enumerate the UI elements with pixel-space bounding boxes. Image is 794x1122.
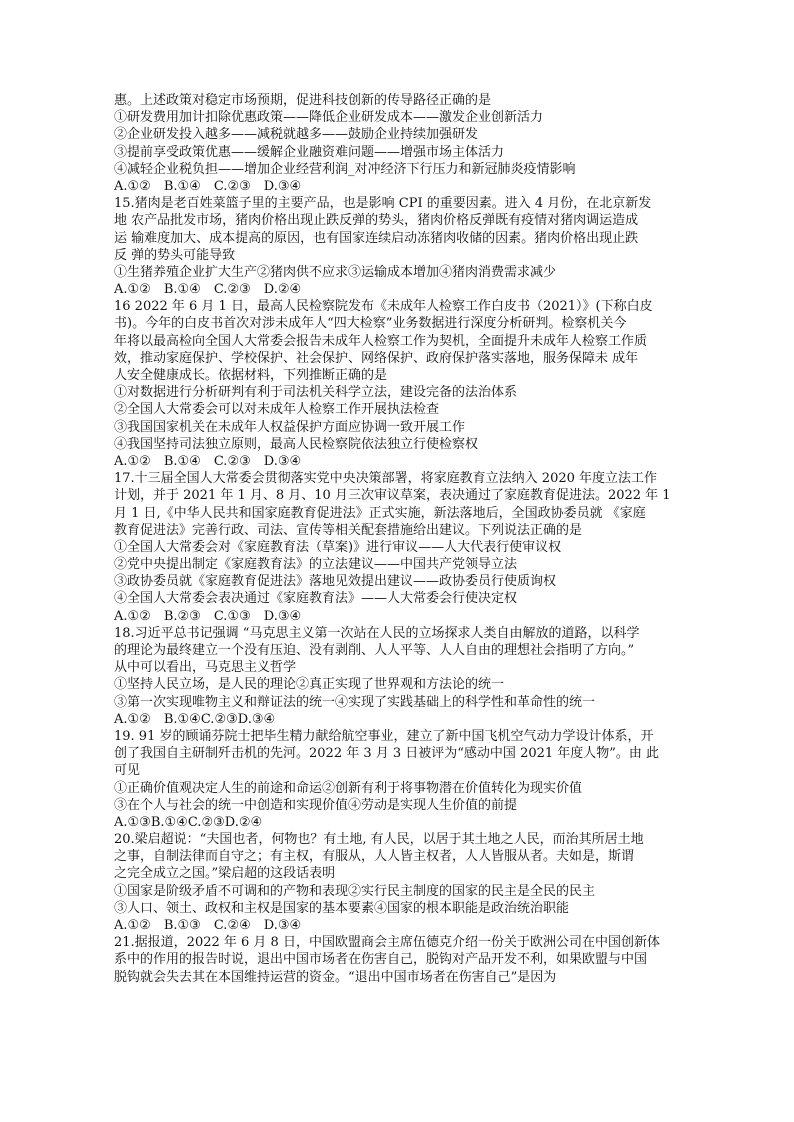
text-line: ②企业研发投入越多——减税就越多——鼓励企业持续加强研发 xyxy=(114,127,479,143)
text-line: ③人口、领土、政权和主权是国家的基本要素④国家的根本职能是政治统治职能 xyxy=(114,900,570,916)
text-line: A.①② B.①③ C.②④ D.③④ xyxy=(114,918,302,933)
text-line: 19. 91 岁的顾诵芬院士把毕生精力献给航空事业，建立了新中国飞机空气动力学设计体系，开 xyxy=(114,728,654,744)
text-line: ③第一次实现唯物主义和辩证法的统一④实现了实践基础上的科学性和革命性的统一 xyxy=(114,694,596,710)
text-line: ①对数据进行分析研判有利于司法机关科学立法，建设完备的法治体系 xyxy=(114,385,518,401)
text-line: A.①② B.①④C.②③D.③④ xyxy=(114,711,276,727)
text-line: ④我国坚持司法独立原则，最高人民检察院依法独立行使检察权 xyxy=(114,436,479,452)
text-line: ①国家是阶级矛盾不可调和的产物和表现②实行民主制度的国家的民主是全民的民主 xyxy=(114,883,596,899)
text-line: 地 农产品批发市场，猪肉价格出现止跌反弹的势头，猪肉价格反弹既有疫情对猪肉调运造成 xyxy=(114,213,639,229)
text-line: 书)。今年的白皮书首次对涉未成年人“四大检察”业务数据进行深度分析研判。检察机关今 xyxy=(114,316,627,332)
text-line: 16 2022 年 6 月 1 日，最高人民检察院发布《未成年人检察工作白皮书（2021）》(下称白皮 xyxy=(114,299,653,315)
text-line: 年将以最高检向全国人大常委会报告未成年人检察工作为契机，全面提升未成年人检察工作质 xyxy=(114,333,648,349)
text-line: ①生猪养殖企业扩大生产②猪肉供不应求③运输成本增加④猪肉消费需求减少 xyxy=(114,264,557,280)
text-line: 系中的作用的报告时说，退出中国市场者在伤害自己，脱钩对产品开发不利，如果欧盟与中国 xyxy=(114,952,648,968)
text-line: ④减轻企业税负担——增加企业经营利润_对冲经济下行压力和新冠肺炎疫情影响 xyxy=(114,161,576,177)
text-line: 15.猪肉是老百姓菜篮子里的主要产品，也是影响 CPI 的重要因素。进入 4 月份，在北京新发 xyxy=(114,196,652,212)
text-line: 效，推动家庭保护、学校保护、社会保护、网络保护、政府保护落实落地，服务保障未 成年 xyxy=(114,350,639,366)
text-line: ①研发费用加计扣除优惠政策——降低企业研发成本——激发企业创新活力 xyxy=(114,110,544,126)
text-line: 惠。上述政策对稳定市场预期，促进科技创新的传导路径正确的是 xyxy=(114,93,492,108)
text-line: A.①② B.①④ C.②③ D.③④ xyxy=(114,453,302,469)
text-line: 18.习近平总书记强调 “马克思主义第一次站在人民的立场探求人类自由解放的道路，以科学 xyxy=(114,625,640,641)
text-line: ④全国人大常委会表决通过《家庭教育法》——人大常委会行使决定权 xyxy=(114,591,518,607)
text-line: 运 输难度加大、成本提高的原因，也有国家连续启动冻猪肉收储的因素。猪肉价格出现止跌 xyxy=(114,230,639,246)
text-line: A.①③B.①④C.②③D.②④ xyxy=(114,814,263,830)
text-line: A.①② B.①④ C.②③ D.③④ xyxy=(114,178,302,194)
text-line: 可见 xyxy=(114,763,141,779)
text-line: A.①② B.②③ C.①③ D.③④ xyxy=(114,608,302,624)
text-line: ③政协委员就《家庭教育促进法》落地见效提出建议——政协委员行使质询权 xyxy=(114,574,557,590)
text-line: ①全国人大常委会对《家庭教育法（草案)》进行审议——人大代表行使审议权 xyxy=(114,539,562,555)
text-line: 的理论为最终建立一个没有压迫、没有剥削、人人平等、人人自由的理想社会指明了方向。” xyxy=(114,643,635,658)
text-line: 创了我国自主研制歼击机的先河。2022 年 3 月 3 日被评为“感动中国 2021 年度人物”。由 此 xyxy=(114,746,660,762)
text-line: A.①② B.①④ C.②③ D.②④ xyxy=(114,282,302,298)
text-line: 人安全健康成长。依据材料，下列推断正确的是 xyxy=(114,368,388,383)
text-line: 反 弹的势头可能导致 xyxy=(114,247,236,263)
text-line: ②党中央提出制定《家庭教育法》的立法建议——中国共产党领导立法 xyxy=(114,557,518,573)
text-line: ③提前享受政策优惠——缓解企业融资难问题——增强市场主体活力 xyxy=(114,144,505,160)
document-page xyxy=(114,92,682,986)
text-line: 20.梁启超说：“夫国也者，何物也？有土地, 有人民，以居于其土地之人民，而治其所居土地 xyxy=(114,832,644,848)
text-line: ②全国人大常委会可以对未成年人检察工作开展执法检查 xyxy=(114,402,440,418)
text-line: 21.据报道，2022 年 6 月 8 日，中国欧盟商会主席伍德克介绍一份关于欧洲公司在中国创新体 xyxy=(114,935,660,951)
text-line: 计划，并于 2021 年 1 月、8 月、10 月三次审议草案，表决通过了家庭教育促进法。2022 年 1 xyxy=(114,488,671,504)
text-line: ③我国国家机关在未成年人权益保护方面应协调一致开展工作 xyxy=(114,419,466,435)
text-line: ①正确价值观决定人生的前途和命运②创新有利于将事物潜在价值转化为现实价值 xyxy=(114,780,583,796)
text-line: ①坚持人民立场，是人民的理论②真正实现了世界观和方法论的统一 xyxy=(114,677,505,693)
text-line: 脱钩就会失去其在本国维持运营的资金。“退出中国市场者在伤害自己”是因为 xyxy=(114,969,557,985)
text-line: 17.十三届全国人大常委会贯彻落实党中央决策部署，将家庭教育立法纳入 2020 年度立法工作 xyxy=(114,471,658,487)
text-line: 从中可以看出，马克思主义哲学 xyxy=(114,660,297,676)
text-line: ③在个人与社会的统一中创造和实现价值④劳动是实现人生价值的前提 xyxy=(114,797,518,813)
text-line: 月 1 日,《中华人民共和国家庭教育促进法》正式实施，新法落地后，全国政协委员就 《家庭 xyxy=(114,505,646,521)
text-line: 之事，自制法律而自守之；有主权，有服从，人人皆主权者，人人皆服从者。夫如是，斯谓 xyxy=(114,849,635,865)
text-line: 教育促进法》完善行政、司法、宣传等相关配套措施给出建议。下列说法正确的是 xyxy=(114,522,583,538)
text-line: 之完全成立之国。”梁启超的这段话表明 xyxy=(114,866,336,882)
